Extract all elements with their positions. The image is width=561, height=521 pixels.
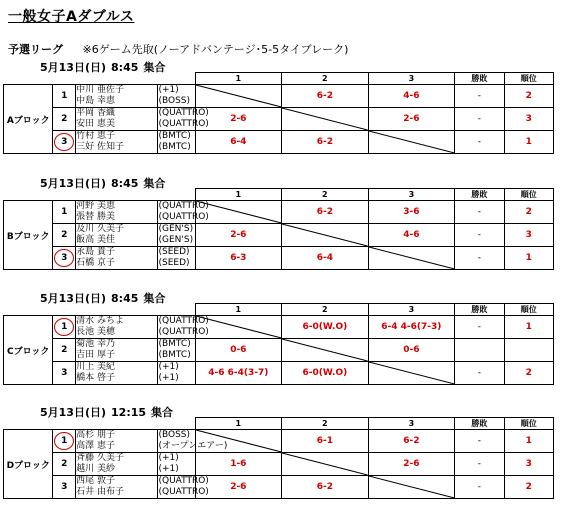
player-names xyxy=(76,85,158,108)
match-result: 4-6 xyxy=(368,224,455,247)
table-row xyxy=(4,339,554,362)
player-name: 石井 由布子 xyxy=(76,487,124,497)
win-loss: - xyxy=(455,131,504,154)
player-names xyxy=(76,131,158,154)
match-result: 6-2 xyxy=(282,201,369,224)
player-name: 清水 みちよ xyxy=(76,316,124,326)
column-header: 3 xyxy=(368,304,455,316)
header-blank xyxy=(4,73,196,85)
club-name: (GEN'S) xyxy=(158,224,194,234)
player-clubs xyxy=(158,247,195,270)
match-result: 2-6 xyxy=(195,108,282,131)
column-header: 3 xyxy=(368,418,455,430)
player-clubs xyxy=(158,453,195,476)
player-name: 橋本 啓子 xyxy=(76,373,115,383)
player-name: 菊池 幸乃 xyxy=(76,339,115,349)
match-result: 6-4 xyxy=(282,247,369,270)
club-name: (+1) xyxy=(158,362,179,372)
player-names xyxy=(76,108,158,131)
rank: 3 xyxy=(504,108,553,131)
self-match-cell xyxy=(195,316,282,339)
block-time: 8:45 xyxy=(111,292,139,305)
page-title: 一般女子Aダブルス xyxy=(8,9,135,25)
column-header: 勝敗 xyxy=(455,418,504,430)
player-clubs xyxy=(158,85,195,108)
player-name: 高澤 恵子 xyxy=(76,441,115,451)
club-name: (+1) xyxy=(158,373,179,383)
seed-number xyxy=(53,316,76,339)
match-result: 2-6 xyxy=(368,108,455,131)
player-name: 張替 勝美 xyxy=(76,212,115,222)
player-clubs xyxy=(158,131,195,154)
player-name: 高杉 朋子 xyxy=(76,430,115,440)
match-result: 6-2 xyxy=(282,85,369,108)
win-loss: - xyxy=(455,316,504,339)
block-date: 5月13日(日) xyxy=(40,177,107,190)
rank: 3 xyxy=(504,224,553,247)
table-row xyxy=(4,316,554,339)
self-match-cell xyxy=(282,224,369,247)
header-blank xyxy=(4,189,196,201)
block-gather: 集合 xyxy=(151,406,174,419)
column-header: 1 xyxy=(195,304,282,316)
league-table xyxy=(3,417,554,499)
seed-label: 3 xyxy=(61,368,68,378)
seed-label: 1 xyxy=(61,207,68,217)
league-table xyxy=(3,188,554,270)
block-name: Cブロック xyxy=(4,316,53,385)
block-time: 12:15 xyxy=(111,406,147,419)
column-header: 3 xyxy=(368,73,455,85)
seed-number xyxy=(53,108,76,131)
club-name: (BOSS) xyxy=(158,96,191,106)
match-result: 0-6 xyxy=(195,339,282,362)
table-row xyxy=(4,108,554,131)
club-name: (SEED) xyxy=(158,247,190,257)
rank: 2 xyxy=(504,362,553,385)
player-name: 石橋 京子 xyxy=(76,258,115,268)
club-name: (QUATTRO) xyxy=(158,327,209,337)
club-name: (QUATTRO) xyxy=(158,108,209,118)
self-match-cell xyxy=(282,339,369,362)
match-result: 4-6 xyxy=(368,85,455,108)
player-name: 永島 貴子 xyxy=(76,247,115,257)
winner-circle: 3 xyxy=(54,133,74,151)
player-clubs xyxy=(158,362,195,385)
self-match-cell xyxy=(195,201,282,224)
club-name: (QUATTRO) xyxy=(158,212,209,222)
club-name: (BMTC) xyxy=(158,142,191,152)
seed-number xyxy=(53,339,76,362)
player-name: 吉田 厚子 xyxy=(76,350,115,360)
header-blank xyxy=(4,418,196,430)
win-loss: - xyxy=(455,201,504,224)
match-result: 6-1 xyxy=(282,430,369,453)
self-match-cell xyxy=(368,247,455,270)
club-name: (+1) xyxy=(158,453,179,463)
player-names xyxy=(76,247,158,270)
block-date: 5月13日(日) xyxy=(40,61,107,74)
win-loss: - xyxy=(455,430,504,453)
match-result: 6-4 4-6(7-3) xyxy=(368,316,455,339)
seed-number xyxy=(53,430,76,453)
self-match-cell xyxy=(195,85,282,108)
self-match-cell xyxy=(282,108,369,131)
club-name: (+1) xyxy=(158,85,179,95)
match-result: 6-2 xyxy=(282,476,369,499)
seed-number xyxy=(53,201,76,224)
rank: 2 xyxy=(504,476,553,499)
self-match-cell xyxy=(368,362,455,385)
block-gather: 集合 xyxy=(143,61,166,74)
subtitle-label: 予選リーグ xyxy=(8,43,63,56)
self-match-cell xyxy=(195,430,282,453)
table-row xyxy=(4,476,554,499)
club-name: (GEN'S) xyxy=(158,235,194,245)
seed-label: 2 xyxy=(61,345,68,355)
column-header: 順位 xyxy=(504,418,553,430)
match-result: 4-6 6-4(3-7) xyxy=(195,362,282,385)
subtitle xyxy=(8,41,348,57)
seed-label: 3 xyxy=(61,482,68,492)
club-name: (QUATTRO) xyxy=(158,119,209,129)
column-header: 1 xyxy=(195,418,282,430)
player-names xyxy=(76,201,158,224)
league-table xyxy=(3,303,554,385)
rank: 1 xyxy=(504,247,553,270)
player-clubs xyxy=(158,430,228,453)
player-names xyxy=(76,316,158,339)
subtitle-note: ※6ゲーム先取(ノーアドバンテージ･5-5タイブレーク) xyxy=(82,43,349,56)
player-names xyxy=(76,453,158,476)
win-loss: - xyxy=(455,362,504,385)
player-name: 及川 久美子 xyxy=(76,224,124,234)
player-name: 竹村 恵子 xyxy=(76,131,115,141)
player-name: 三好 佐知子 xyxy=(76,142,124,152)
column-header: 順位 xyxy=(504,73,553,85)
match-result: 1-6 xyxy=(195,453,282,476)
self-match-cell xyxy=(282,453,369,476)
match-result: 6-0(W.O) xyxy=(282,316,369,339)
match-result: 6-0(W.O) xyxy=(282,362,369,385)
win-loss xyxy=(455,339,504,362)
seed-label: 2 xyxy=(61,230,68,240)
match-result: 6-2 xyxy=(282,131,369,154)
player-names xyxy=(76,430,158,453)
seed-label: 1 xyxy=(61,91,68,101)
match-result: 6-3 xyxy=(195,247,282,270)
table-row xyxy=(4,430,554,453)
seed-number xyxy=(53,362,76,385)
rank: 2 xyxy=(504,201,553,224)
match-result: 2-6 xyxy=(368,453,455,476)
block-date: 5月13日(日) xyxy=(40,292,107,305)
self-match-cell xyxy=(368,131,455,154)
player-name: 平岡 香織 xyxy=(76,108,115,118)
match-result: 6-4 xyxy=(195,131,282,154)
table-row xyxy=(4,224,554,247)
rank: 2 xyxy=(504,85,553,108)
column-header: 1 xyxy=(195,73,282,85)
player-name: 西尾 敦子 xyxy=(76,476,115,486)
match-result: 3-6 xyxy=(368,201,455,224)
player-name: 中島 幸恵 xyxy=(76,96,115,106)
rank: 1 xyxy=(504,430,553,453)
player-clubs xyxy=(158,224,195,247)
player-names xyxy=(76,224,158,247)
player-names xyxy=(76,362,158,385)
column-header: 順位 xyxy=(504,189,553,201)
column-header: 勝敗 xyxy=(455,304,504,316)
player-name: 斉藤 久美子 xyxy=(76,453,124,463)
seed-number xyxy=(53,131,76,154)
seed-label: 2 xyxy=(61,114,68,124)
player-clubs xyxy=(158,316,209,339)
self-match-cell xyxy=(368,476,455,499)
player-name: 安田 恵美 xyxy=(76,119,115,129)
seed-number xyxy=(53,85,76,108)
league-table xyxy=(3,72,554,154)
block-name: Aブロック xyxy=(4,85,53,154)
club-name: (BMTC) xyxy=(158,350,191,360)
player-name: 川上 美紀 xyxy=(76,362,115,372)
winner-circle: 1 xyxy=(54,432,74,450)
player-name: 中川 亜佐子 xyxy=(76,85,124,95)
club-name: (QUATTRO) xyxy=(158,316,209,326)
table-row xyxy=(4,85,554,108)
seed-number xyxy=(53,247,76,270)
club-name: (+1) xyxy=(158,464,179,474)
column-header: 1 xyxy=(195,189,282,201)
column-header: 2 xyxy=(282,73,369,85)
win-loss: - xyxy=(455,247,504,270)
club-name: (BOSS) xyxy=(158,430,191,440)
player-clubs xyxy=(158,201,209,224)
winner-circle: 1 xyxy=(54,318,74,336)
player-names xyxy=(76,339,158,362)
column-header: 勝敗 xyxy=(455,189,504,201)
column-header: 3 xyxy=(368,189,455,201)
win-loss: - xyxy=(455,453,504,476)
win-loss: - xyxy=(455,224,504,247)
column-header: 2 xyxy=(282,189,369,201)
block-gather: 集合 xyxy=(143,177,166,190)
seed-number xyxy=(53,453,76,476)
table-row xyxy=(4,201,554,224)
column-header: 勝敗 xyxy=(455,73,504,85)
club-name: (BMTC) xyxy=(158,339,191,349)
rank: 1 xyxy=(504,131,553,154)
block-gather: 集合 xyxy=(143,292,166,305)
match-result: 6-2 xyxy=(368,430,455,453)
block-date: 5月13日(日) xyxy=(40,406,107,419)
win-loss: - xyxy=(455,108,504,131)
match-result: 2-6 xyxy=(195,224,282,247)
winner-circle: 3 xyxy=(54,249,74,267)
seed-number xyxy=(53,476,76,499)
player-names xyxy=(76,476,158,499)
table-row xyxy=(4,131,554,154)
block-time: 8:45 xyxy=(111,177,139,190)
rank: 1 xyxy=(504,316,553,339)
match-result: 0-6 xyxy=(368,339,455,362)
win-loss: - xyxy=(455,85,504,108)
rank: 3 xyxy=(504,453,553,476)
player-clubs xyxy=(158,108,209,131)
column-header: 2 xyxy=(282,418,369,430)
column-header: 2 xyxy=(282,304,369,316)
block-name: Dブロック xyxy=(4,430,53,499)
player-clubs xyxy=(158,476,209,499)
seed-label: 2 xyxy=(61,459,68,469)
seed-number xyxy=(53,224,76,247)
win-loss: - xyxy=(455,476,504,499)
player-name: 河野 美恵 xyxy=(76,201,115,211)
table-row xyxy=(4,247,554,270)
player-name: 長池 美穂 xyxy=(76,327,115,337)
header-blank xyxy=(4,304,196,316)
player-name: 越川 美紗 xyxy=(76,464,115,474)
table-row xyxy=(4,362,554,385)
block-name: Bブロック xyxy=(4,201,53,270)
table-row xyxy=(4,453,554,476)
player-clubs xyxy=(158,339,195,362)
club-name: (オープンエアー) xyxy=(158,441,228,451)
club-name: (SEED) xyxy=(158,258,190,268)
match-result: 2-6 xyxy=(195,476,282,499)
club-name: (BMTC) xyxy=(158,131,191,141)
club-name: (QUATTRO) xyxy=(158,476,209,486)
block-time: 8:45 xyxy=(111,61,139,74)
player-name: 飯高 美佳 xyxy=(76,235,115,245)
club-name: (QUATTRO) xyxy=(158,201,209,211)
club-name: (QUATTRO) xyxy=(158,487,209,497)
rank xyxy=(504,339,553,362)
column-header: 順位 xyxy=(504,304,553,316)
